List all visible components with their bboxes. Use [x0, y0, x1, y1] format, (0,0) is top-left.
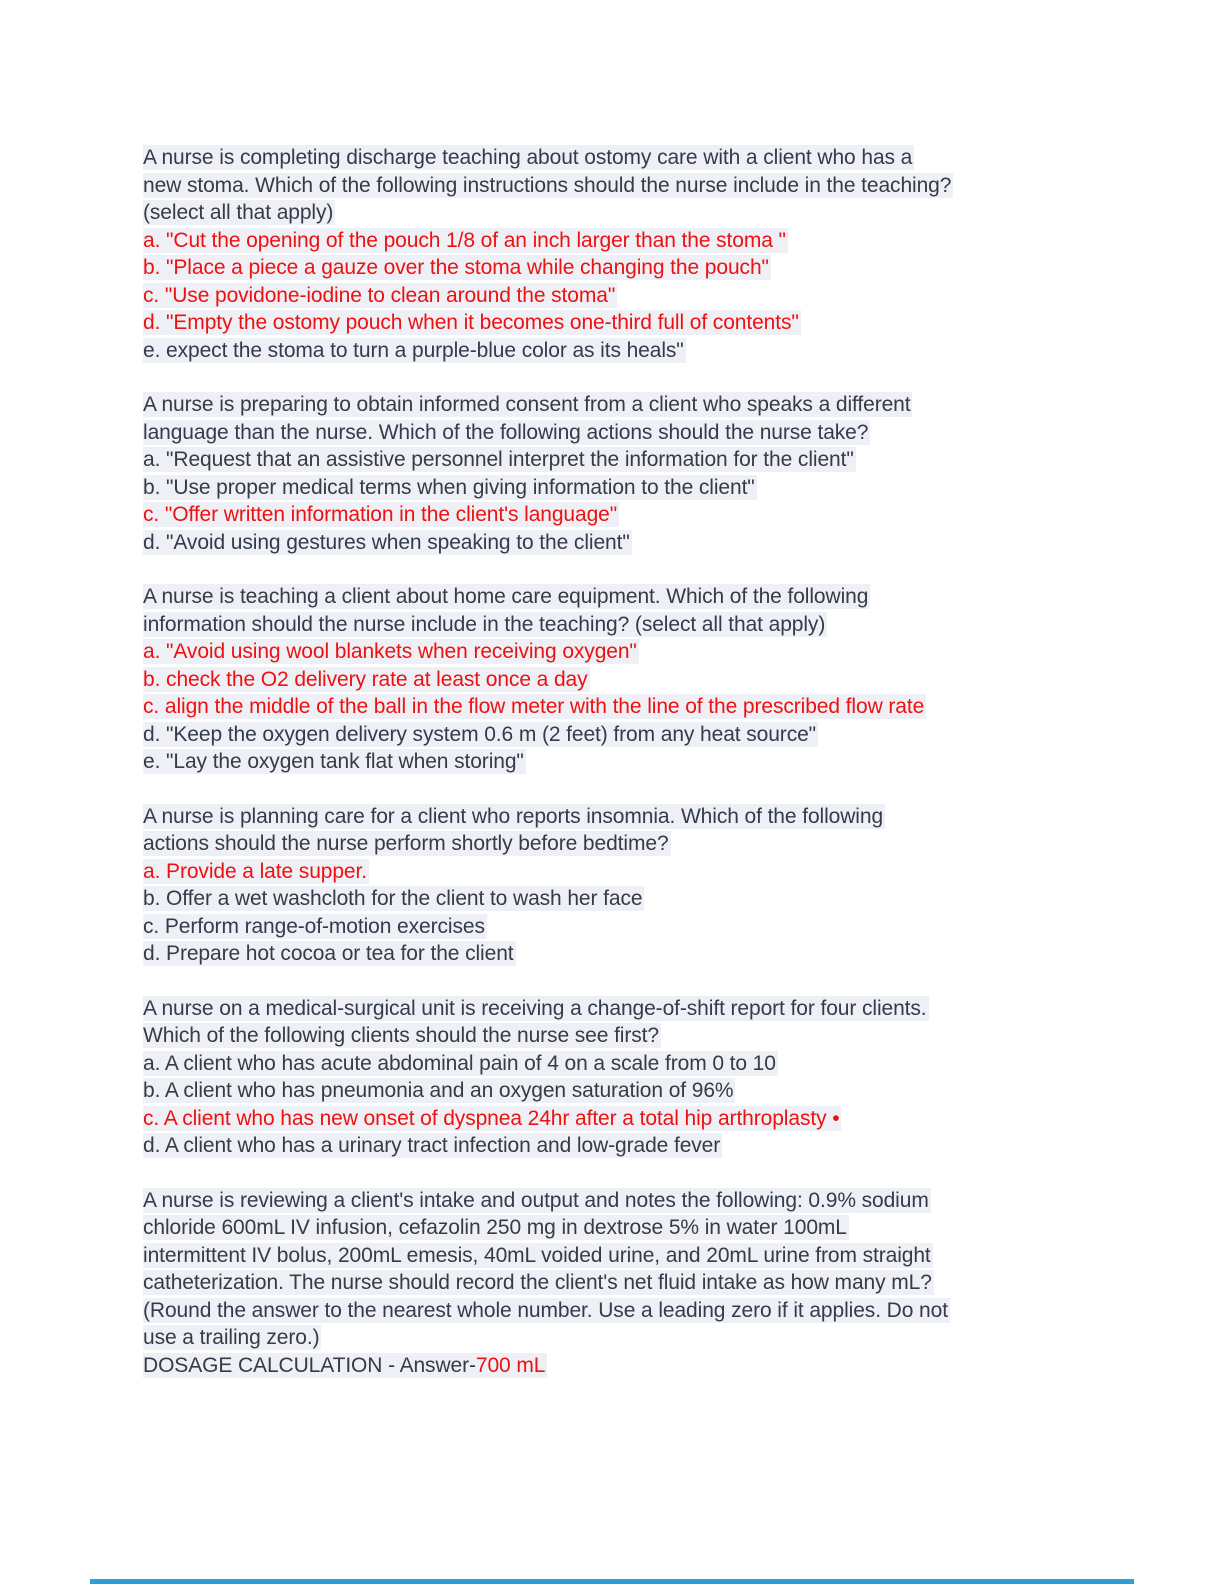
answer-option	[143, 282, 1103, 310]
question-stem-line	[143, 995, 1103, 1023]
answer-option	[143, 337, 1103, 365]
answer-option	[143, 666, 1103, 694]
answer-option	[143, 227, 1103, 255]
answer-option-text: b. A client who has pneumonia and an oxygen saturation of 96%	[143, 1079, 734, 1102]
answer-option-text-correct: c. "Offer written information in the client's language"	[143, 503, 618, 526]
question-stem-line	[143, 1324, 1103, 1352]
question-stem-line	[143, 419, 1103, 447]
answer-option-text: a. "Request that an assistive personnel interpret the information for the client"	[143, 448, 854, 471]
question-stem-line	[143, 583, 1103, 611]
answer-option-text: a. A client who has acute abdominal pain of 4 on a scale from 0 to 10	[143, 1051, 776, 1075]
question-stem-line	[143, 1214, 1103, 1242]
answer-option	[143, 1050, 1103, 1078]
answer-option	[143, 638, 1103, 666]
stem-text: language than the nurse. Which of the following actions should the nurse take?	[143, 420, 869, 444]
answer-option-text-correct: c. align the middle of the ball in the flow meter with the line of the prescribed flow rate	[143, 695, 925, 718]
answer-option-text: b. "Use proper medical terms when giving information to the client"	[143, 475, 755, 499]
answer-option	[143, 885, 1103, 913]
stem-text: A nurse is reviewing a client's intake and output and notes the following: 0.9% sodium	[143, 1188, 929, 1212]
dosage-answer-value: 700 mL	[475, 1353, 546, 1377]
answer-option-text: d. A client who has a urinary tract infection and low-grade fever	[143, 1134, 721, 1157]
question-stem-line	[143, 391, 1103, 419]
question-stem-line	[143, 1187, 1103, 1215]
question-stem-line	[143, 199, 1103, 227]
question-stem-line	[143, 830, 1103, 858]
stem-text: information should the nurse include in the teaching? (select all that apply)	[143, 612, 826, 636]
dosage-answer-line	[143, 1352, 1103, 1380]
page-bottom-edge-line	[90, 1579, 1134, 1584]
question-stem-line	[143, 172, 1103, 200]
question-stem-line	[143, 1269, 1103, 1297]
answer-option-text: d. "Keep the oxygen delivery system 0.6 m (2 feet) from any heat source"	[143, 722, 817, 746]
answer-option	[143, 748, 1103, 776]
answer-option	[143, 254, 1103, 282]
answer-option-text: d. "Avoid using gestures when speaking to the client"	[143, 530, 630, 554]
dosage-answer-wrap	[143, 1353, 547, 1378]
answer-option	[143, 913, 1103, 941]
question-stem-line	[143, 1297, 1103, 1325]
dosage-answer-label: DOSAGE CALCULATION - Answer-	[143, 1353, 476, 1377]
stem-text: use a trailing zero.)	[143, 1326, 320, 1349]
answer-option	[143, 721, 1103, 749]
answer-option-text: d. Prepare hot cocoa or tea for the client	[143, 942, 514, 965]
question-stem-line	[143, 1022, 1103, 1050]
question-block	[143, 1187, 1103, 1380]
question-block	[143, 995, 1103, 1160]
question-stem-line	[143, 144, 1103, 172]
answer-option-text-correct: c. A client who has new onset of dyspnea 24hr after a total hip arthroplasty •	[143, 1106, 840, 1130]
question-block	[143, 803, 1103, 968]
stem-text: A nurse is completing discharge teaching about ostomy care with a client who has a	[143, 146, 913, 169]
stem-text: chloride 600mL IV infusion, cefazolin 250 mg in dextrose 5% in water 100mL	[143, 1216, 847, 1239]
stem-text: catheterization. The nurse should record the client's net fluid intake as how many mL?	[143, 1271, 932, 1294]
stem-text: intermittent IV bolus, 200mL emesis, 40mL voided urine, and 20mL urine from straight	[143, 1243, 931, 1267]
answer-option-text-correct: d. "Empty the ostomy pouch when it becomes one-third full of contents"	[143, 311, 799, 334]
answer-option-text-correct: a. "Avoid using wool blankets when receiving oxygen"	[143, 640, 637, 663]
stem-text: (select all that apply)	[143, 201, 334, 224]
answer-option-text-correct: c. "Use povidone-iodine to clean around the stoma"	[143, 283, 616, 307]
answer-option	[143, 1132, 1103, 1160]
answer-option	[143, 858, 1103, 886]
stem-text: A nurse is planning care for a client who reports insomnia. Which of the following	[143, 804, 884, 828]
stem-text: (Round the answer to the nearest whole number. Use a leading zero if it applies. Do not	[143, 1298, 948, 1322]
answer-option-text: e. expect the stoma to turn a purple-blue color as its heals"	[143, 338, 684, 362]
stem-text: A nurse is preparing to obtain informed consent from a client who speaks a different	[143, 393, 911, 416]
answer-option	[143, 693, 1103, 721]
question-block	[143, 391, 1103, 556]
question-block	[143, 144, 1103, 364]
answer-option-text-correct: a. "Cut the opening of the pouch 1/8 of an inch larger than the stoma "	[143, 228, 786, 252]
answer-option	[143, 1105, 1103, 1133]
answer-option	[143, 1077, 1103, 1105]
answer-option-text: b. Offer a wet washcloth for the client to wash her face	[143, 887, 643, 910]
stem-text: actions should the nurse perform shortly before bedtime?	[143, 832, 669, 855]
stem-text: A nurse is teaching a client about home care equipment. Which of the following	[143, 585, 869, 608]
stem-text: A nurse on a medical-surgical unit is receiving a change-of-shift report for four clients.	[143, 996, 927, 1020]
answer-option-text-correct: b. check the O2 delivery rate at least once a day	[143, 667, 588, 691]
answer-option-text-correct: a. Provide a late supper.	[143, 859, 367, 883]
question-stem-line	[143, 1242, 1103, 1270]
questions-list	[143, 144, 1103, 1406]
answer-option-text-correct: b. "Place a piece a gauze over the stoma while changing the pouch"	[143, 256, 769, 279]
answer-option	[143, 446, 1103, 474]
question-block	[143, 583, 1103, 776]
answer-option	[143, 474, 1103, 502]
stem-text: new stoma. Which of the following instructions should the nurse include in the teaching?	[143, 173, 952, 197]
answer-option	[143, 529, 1103, 557]
question-stem-line	[143, 611, 1103, 639]
answer-option	[143, 309, 1103, 337]
stem-text: Which of the following clients should the nurse see first?	[143, 1024, 659, 1047]
answer-option	[143, 501, 1103, 529]
answer-option-text: c. Perform range-of-motion exercises	[143, 914, 485, 938]
answer-option	[143, 940, 1103, 968]
question-stem-line	[143, 803, 1103, 831]
answer-option-text: e. "Lay the oxygen tank flat when storing"	[143, 750, 524, 773]
